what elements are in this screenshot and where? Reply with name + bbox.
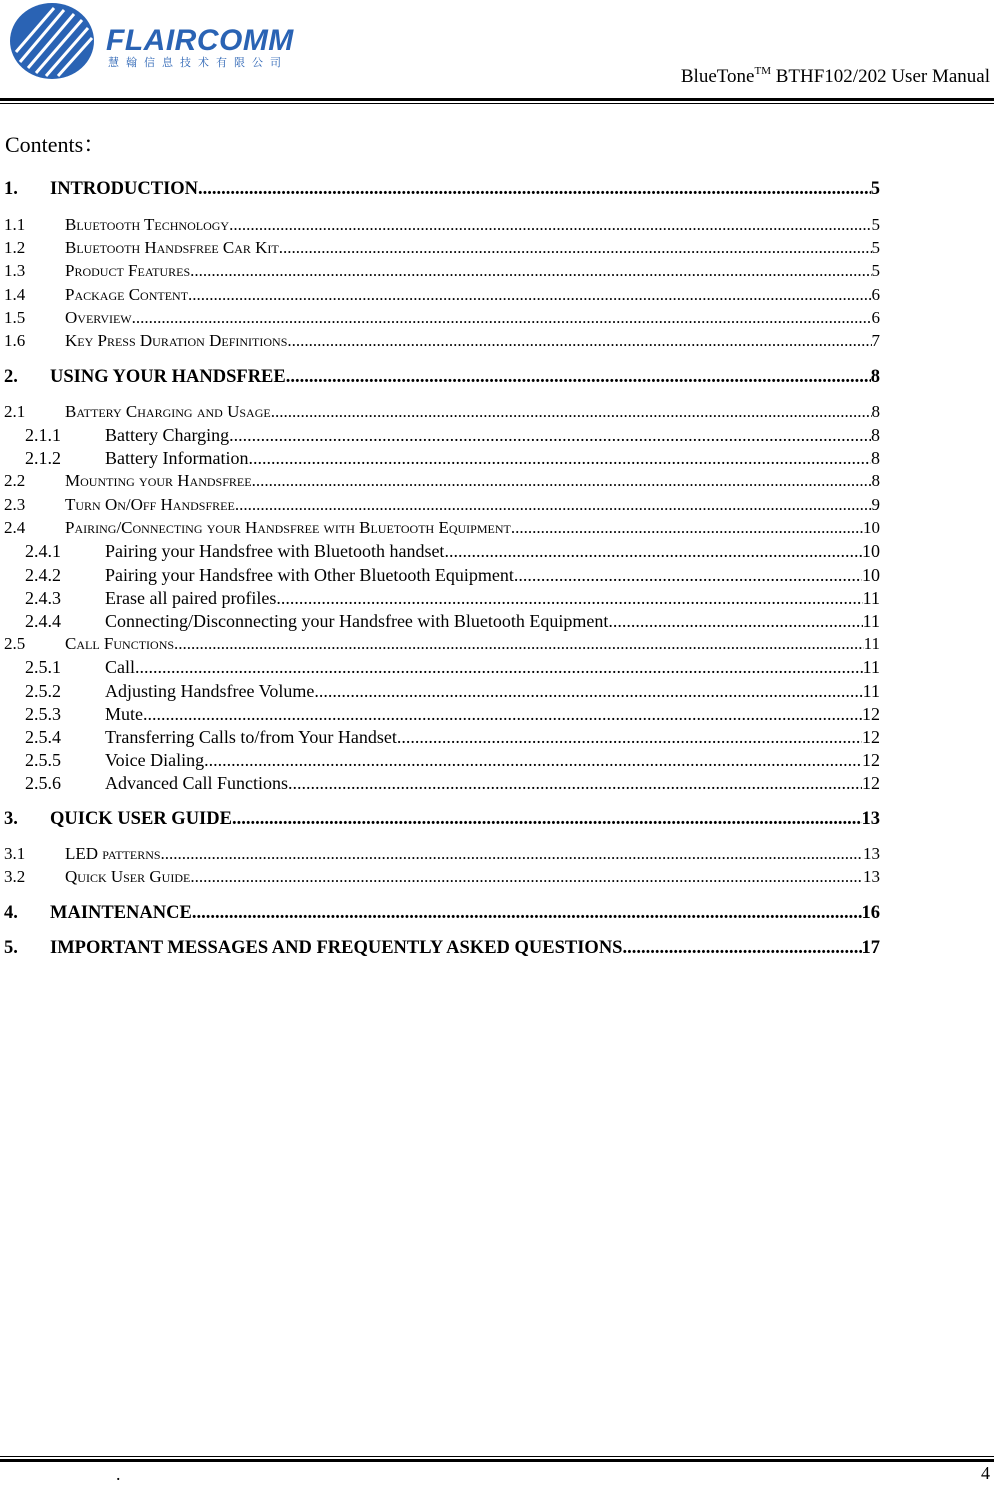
toc-entry-number: 5. — [4, 938, 18, 958]
toc-entry-number: 2.1.1 — [25, 425, 61, 445]
toc-entry[interactable] — [0, 331, 880, 351]
toc-entry-title: Quick User Guide — [65, 867, 191, 886]
toc-dot-leader — [192, 903, 862, 924]
toc-entry-number: 2.5.1 — [25, 657, 61, 677]
toc-entry-number: 1.4 — [4, 285, 26, 304]
page-header — [0, 0, 994, 106]
toc-entry[interactable] — [0, 867, 880, 887]
toc-entry-page: 6 — [871, 308, 880, 327]
toc-entry-title: Pairing your Handsfree with Bluetooth handset — [105, 541, 445, 561]
toc-entry[interactable] — [0, 261, 880, 281]
toc-entry-page: 8 — [870, 367, 880, 387]
toc-entry-number: 4. — [4, 903, 18, 923]
toc-entry-title: LED patterns — [65, 844, 161, 863]
toc-entry[interactable] — [0, 750, 880, 771]
toc-entry-page: 10 — [862, 541, 880, 561]
toc-entry[interactable] — [0, 448, 880, 469]
toc-entry-title: Key Press Duration Definitions — [65, 331, 288, 350]
toc-entry-page: 13 — [861, 809, 880, 829]
logo-wordmark: FLAIRCOMM — [106, 24, 294, 57]
toc-entry-page: 12 — [862, 773, 880, 793]
toc-dot-leader — [161, 844, 863, 864]
toc-dot-leader — [188, 285, 871, 305]
toc-dot-leader — [232, 809, 862, 830]
toc-entry-page: 5 — [870, 179, 880, 199]
toc-entry[interactable] — [0, 657, 880, 678]
toc-entry-title: Bluetooth Technology — [65, 215, 230, 234]
toc-dot-leader — [229, 215, 871, 235]
toc-entry-title: Adjusting Handsfree Volume — [105, 681, 315, 701]
toc-entry-page: 11 — [862, 588, 880, 608]
page-number: 4 — [981, 1463, 990, 1483]
toc-entry-number: 2.4.4 — [25, 611, 61, 631]
toc-entry-page: 11 — [862, 611, 880, 631]
footer-rule-thin — [0, 1456, 994, 1457]
toc-entry-title: IMPORTANT MESSAGES AND FREQUENTLY ASKED QUESTIONS — [50, 938, 623, 958]
toc-entry[interactable] — [0, 471, 880, 491]
contents-heading: Contents： — [5, 132, 106, 157]
toc-entry-number: 2.5.3 — [25, 704, 61, 724]
toc-entry-page: 6 — [871, 285, 880, 304]
toc-entry[interactable] — [0, 367, 880, 388]
title-brand: BlueTone — [680, 66, 755, 87]
toc-entry-number: 2.5 — [4, 634, 26, 653]
toc-entry-title: QUICK USER GUIDE — [50, 809, 232, 829]
toc-entry-page: 16 — [861, 903, 880, 923]
toc-dot-leader — [276, 588, 862, 609]
toc-entry-title: Package Content — [65, 285, 189, 304]
toc-entry-number: 1.5 — [4, 308, 26, 327]
toc-entry-page: 12 — [862, 704, 880, 724]
toc-dot-leader — [288, 773, 862, 794]
toc-entry[interactable] — [0, 541, 880, 562]
toc-entry-number: 1.3 — [4, 261, 26, 280]
toc-entry-title: Mounting your Handsfree — [65, 471, 252, 490]
toc-entry-page: 8 — [871, 471, 880, 490]
toc-entry-number: 2.3 — [4, 495, 26, 514]
toc-dot-leader — [229, 425, 871, 446]
toc-entry-page: 13 — [863, 867, 880, 886]
toc-entry[interactable] — [0, 215, 880, 235]
toc-dot-leader — [287, 331, 871, 351]
toc-entry[interactable] — [0, 634, 880, 654]
toc-entry-number: 2.4.1 — [25, 541, 61, 561]
toc-entry-number: 2.1.2 — [25, 448, 61, 468]
toc-dot-leader — [204, 750, 862, 771]
toc-dot-leader — [252, 471, 872, 491]
toc-dot-leader — [622, 938, 861, 959]
toc-entry[interactable] — [0, 285, 880, 305]
toc-entry-page: 5 — [871, 261, 880, 280]
title-product: BTHF102/202 User Manual — [770, 66, 990, 87]
toc-entry-number: 3. — [4, 809, 18, 829]
toc-entry-page: 12 — [862, 727, 880, 747]
toc-entry-page: 7 — [871, 331, 880, 350]
logo-subtitle: 慧翰信息技术有限公司 — [108, 56, 288, 69]
toc-dot-leader — [511, 518, 863, 538]
toc-dot-leader — [514, 565, 862, 586]
toc-entry-page: 11 — [862, 681, 880, 701]
toc-entry-title: Advanced Call Functions — [105, 773, 288, 793]
toc-entry[interactable] — [0, 588, 880, 609]
toc-entry[interactable] — [0, 903, 880, 924]
toc-entry-page: 13 — [863, 844, 880, 863]
toc-entry-title: Erase all paired profiles — [105, 588, 277, 608]
toc-entry-number: 2.5.2 — [25, 681, 61, 701]
toc-entry-title: Battery Charging — [105, 425, 230, 445]
toc-entry-number: 3.1 — [4, 844, 26, 863]
toc-entry-page: 11 — [863, 634, 880, 653]
toc-entry-title: USING YOUR HANDSFREE — [50, 367, 286, 387]
toc-entry-number: 2.1 — [4, 402, 26, 421]
footer-rule-thick — [0, 1459, 994, 1462]
toc-entry-title: INTRODUCTION — [50, 179, 199, 199]
toc-entry[interactable] — [0, 611, 880, 632]
toc-entry[interactable] — [0, 425, 880, 446]
toc-entry-page: 17 — [861, 938, 880, 958]
toc-entry-number: 2.5.4 — [25, 727, 61, 747]
toc-entry-number: 2.5.5 — [25, 750, 61, 770]
toc-entry-page: 9 — [871, 495, 880, 514]
toc-dot-leader — [608, 611, 862, 632]
toc-entry-page: 11 — [862, 657, 880, 677]
toc-entry-number: 2.4 — [4, 518, 26, 537]
globe-logo-icon — [6, 0, 98, 82]
toc-entry[interactable] — [0, 809, 880, 830]
toc-entry-number: 1. — [4, 179, 18, 199]
toc-entry-page: 10 — [863, 518, 880, 537]
toc-entry-title: MAINTENANCE — [50, 903, 192, 923]
toc-entry-title: Product Features — [65, 261, 191, 280]
toc-dot-leader — [198, 179, 871, 200]
toc-entry-page: 12 — [862, 750, 880, 770]
toc-entry[interactable] — [0, 565, 880, 586]
toc-entry[interactable] — [0, 681, 880, 702]
toc-entry-page: 8 — [871, 448, 880, 468]
header-rule-thick — [0, 98, 994, 101]
toc-dot-leader — [174, 634, 864, 654]
toc-entry-number: 1.2 — [4, 238, 26, 257]
toc-entry-number: 2.2 — [4, 471, 26, 490]
toc-entry-number: 2. — [4, 367, 18, 387]
toc-entry[interactable] — [0, 308, 880, 328]
document-title — [681, 66, 990, 88]
toc-entry-title: Mute — [105, 704, 143, 724]
toc-entry-title: Battery Information — [105, 448, 249, 468]
toc-dot-leader — [314, 681, 862, 702]
toc-entry-title: Call — [105, 657, 135, 677]
toc-entry-title: Battery Charging and Usage — [65, 402, 271, 421]
footer-mark: . — [116, 1464, 121, 1484]
toc-entry[interactable] — [0, 727, 880, 748]
toc-entry-page: 10 — [862, 565, 880, 585]
toc-entry[interactable] — [0, 402, 880, 422]
toc-dot-leader — [279, 238, 872, 258]
toc-entry-page: 5 — [871, 238, 880, 257]
toc-entry[interactable] — [0, 773, 880, 794]
toc-entry-title: Pairing your Handsfree with Other Bluetooth Equipment — [105, 565, 514, 585]
toc-entry-page: 8 — [871, 425, 880, 445]
trademark-mark: TM — [754, 65, 771, 77]
toc-entry-title: Overview — [65, 308, 132, 327]
toc-dot-leader — [190, 261, 871, 281]
toc-entry[interactable] — [0, 179, 880, 200]
toc-dot-leader — [286, 367, 871, 388]
toc-entry-page: 8 — [871, 402, 880, 421]
toc-dot-leader — [135, 657, 863, 678]
toc-entry[interactable] — [0, 938, 880, 959]
toc-dot-leader — [271, 402, 872, 422]
toc-entry[interactable] — [0, 238, 880, 258]
toc-entry-title: Bluetooth Handsfree Car Kit — [65, 238, 279, 257]
toc-dot-leader — [143, 704, 862, 725]
company-logo — [6, 0, 306, 82]
toc-entry[interactable] — [0, 518, 880, 538]
toc-entry-title: Connecting/Disconnecting your Handsfree with Bluetooth Equipment — [105, 611, 609, 631]
toc-entry-number: 3.2 — [4, 867, 26, 886]
toc-entry-number: 2.4.3 — [25, 588, 61, 608]
toc-entry[interactable] — [0, 495, 880, 515]
toc-dot-leader — [190, 867, 863, 887]
toc-entry-page: 5 — [871, 215, 880, 234]
toc-entry-title: Pairing/Connecting your Handsfree with Bluetooth Equipment — [65, 518, 511, 537]
toc-dot-leader — [248, 448, 871, 469]
toc-entry-number: 1.1 — [4, 215, 26, 234]
toc-entry-number: 2.5.6 — [25, 773, 61, 793]
toc-dot-leader — [397, 727, 862, 748]
toc-entry-number: 1.6 — [4, 331, 26, 350]
toc-entry[interactable] — [0, 704, 880, 725]
toc-entry-title: Call Functions — [65, 634, 175, 653]
header-rule-thin — [0, 103, 994, 104]
toc-entry-number: 2.4.2 — [25, 565, 61, 585]
toc-dot-leader — [444, 541, 862, 562]
toc-dot-leader — [132, 308, 872, 328]
toc-entry-title: Voice Dialing — [105, 750, 205, 770]
toc-dot-leader — [235, 495, 872, 515]
toc-entry[interactable] — [0, 844, 880, 864]
toc-entry-title: Turn On/Off Handsfree — [65, 495, 235, 514]
toc-entry-title: Transferring Calls to/from Your Handset — [105, 727, 397, 747]
